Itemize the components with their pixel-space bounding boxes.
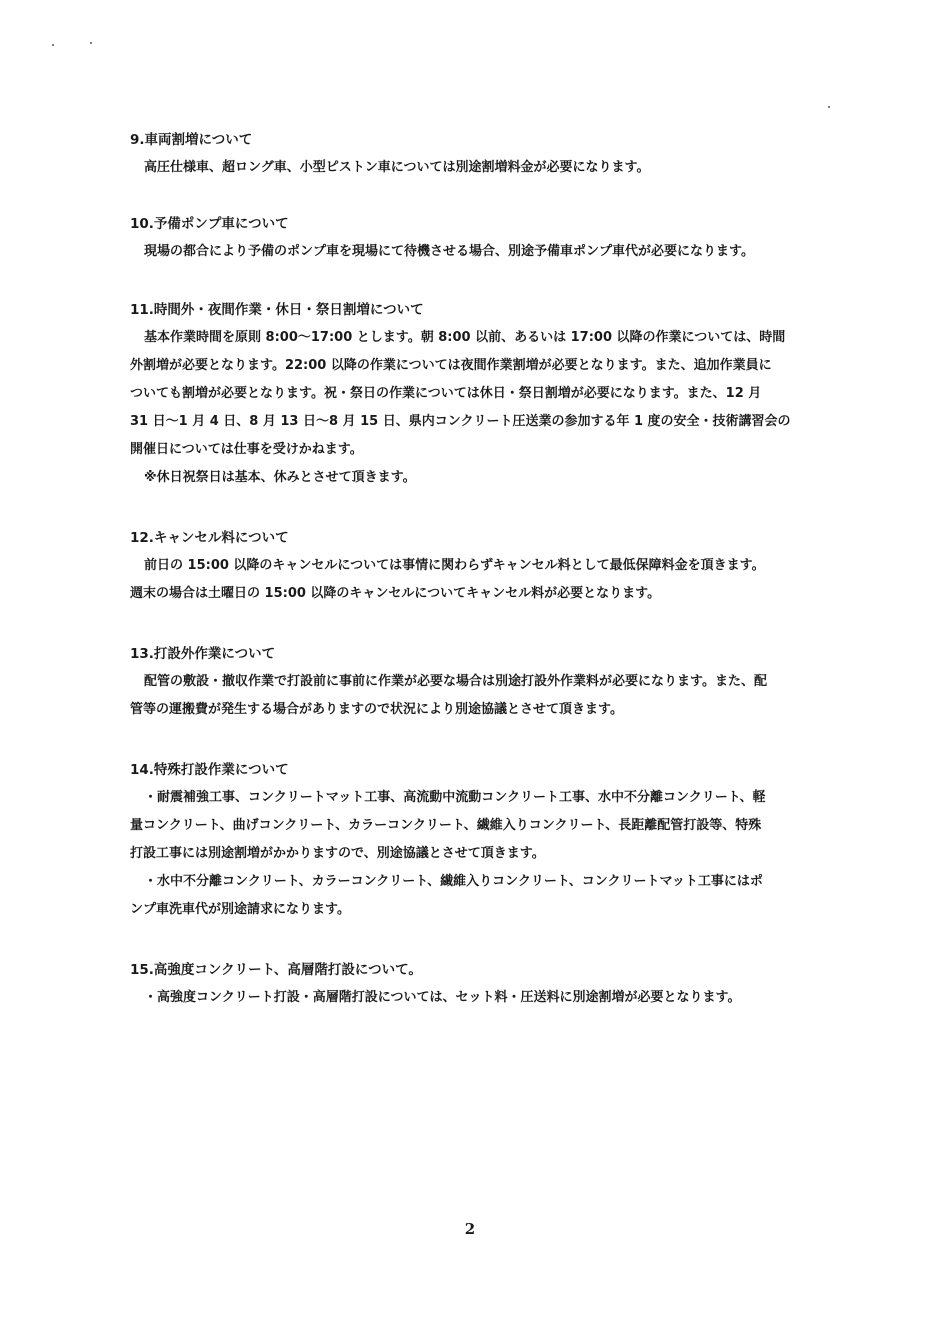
body-line: 基本作業時間を原則 8:00～17:00 とします。朝 8:00 以前、あるいは 17:00 以降の作業については、時間 xyxy=(144,330,786,345)
section-body xyxy=(130,984,830,1012)
body-line: 開催日については仕事を受けかねます。 xyxy=(130,442,363,457)
holiday-note: ※休日祝祭日は基本、休みとさせて頂きます。 xyxy=(144,470,416,485)
bullet-line: ・水中不分離コンクリート、カラーコンクリート、繊維入りコンクリート、コンクリートマット工事にはポ xyxy=(144,874,763,889)
section-overtime-surcharge xyxy=(130,300,830,492)
body-line: 量コンクリート、曲げコンクリート、カラーコンクリート、繊維入りコンクリート、長距離配管打設等、特殊 xyxy=(130,818,762,833)
section-heading: 12.キャンセル料について xyxy=(130,530,289,546)
section-cancellation-fee xyxy=(130,528,830,608)
body-line: 配管の敷設・撤収作業で打設前に事前に作業が必要な場合は別途打設外作業料が必要になります。また、配 xyxy=(144,674,767,689)
section-special-placement xyxy=(130,760,830,924)
section-backup-pump xyxy=(130,214,830,266)
section-body xyxy=(130,238,830,266)
body-line: 外割増が必要となります。22:00 以降の作業については夜間作業割増が必要となります。また、追加作業員に xyxy=(130,358,772,373)
section-body xyxy=(130,552,830,608)
section-heading: 11.時間外・夜間作業・休日・祭日割増について xyxy=(130,302,424,318)
section-body xyxy=(130,784,830,924)
bullet-line: ・高強度コンクリート打設・高層階打設については、セット料・圧送料に別途割増が必要となります。 xyxy=(144,990,741,1005)
body-line: ンプ車洗車代が別途請求になります。 xyxy=(130,902,350,917)
scan-speck xyxy=(90,42,92,44)
section-body xyxy=(130,324,830,492)
section-heading: 15.高強度コンクリート、高層階打設について。 xyxy=(130,962,422,978)
page-number: 2 xyxy=(464,1220,476,1238)
section-non-placement-work xyxy=(130,644,830,724)
bullet-line: ・耐震補強工事、コンクリートマット工事、高流動中流動コンクリート工事、水中不分離コンクリート、軽 xyxy=(144,790,766,805)
scan-speck xyxy=(828,106,830,108)
section-high-strength xyxy=(130,960,830,1012)
section-heading: 14.特殊打設作業について xyxy=(130,762,289,778)
body-line: 31 日～1 月 4 日、8 月 13 日～8 月 15 日、県内コンクリート圧送業の参加する年 1 度の安全・技術講習会の xyxy=(130,414,791,429)
section-body xyxy=(130,154,830,182)
body-line: 前日の 15:00 以降のキャンセルについては事情に関わらずキャンセル料として最低保障料金を頂きます。 xyxy=(144,558,765,573)
section-heading: 13.打設外作業について xyxy=(130,646,276,662)
section-body xyxy=(130,668,830,724)
body-line: 高圧仕様車、超ロング車、小型ピストン車については別途割増料金が必要になります。 xyxy=(144,160,650,175)
section-heading: 10.予備ポンプ車について xyxy=(130,216,289,232)
body-line: 管等の運搬費が発生する場合がありますので状況により別途協議とさせて頂きます。 xyxy=(130,702,623,717)
body-line: 週末の場合は土曜日の 15:00 以降のキャンセルについてキャンセル料が必要となります。 xyxy=(130,586,661,601)
body-line: 現場の都合により予備のポンプ車を現場にて待機させる場合、別途予備車ポンプ車代が必要になります。 xyxy=(144,244,754,259)
body-line: ついても割増が必要となります。祝・祭日の作業については休日・祭日割増が必要になります。また、12 月 xyxy=(130,386,762,401)
body-line: 打設工事には別途割増がかかりますので、別途協議とさせて頂きます。 xyxy=(130,846,545,861)
scan-speck xyxy=(52,44,54,46)
section-vehicle-surcharge xyxy=(130,130,830,182)
section-heading: 9.車両割増について xyxy=(130,132,253,148)
